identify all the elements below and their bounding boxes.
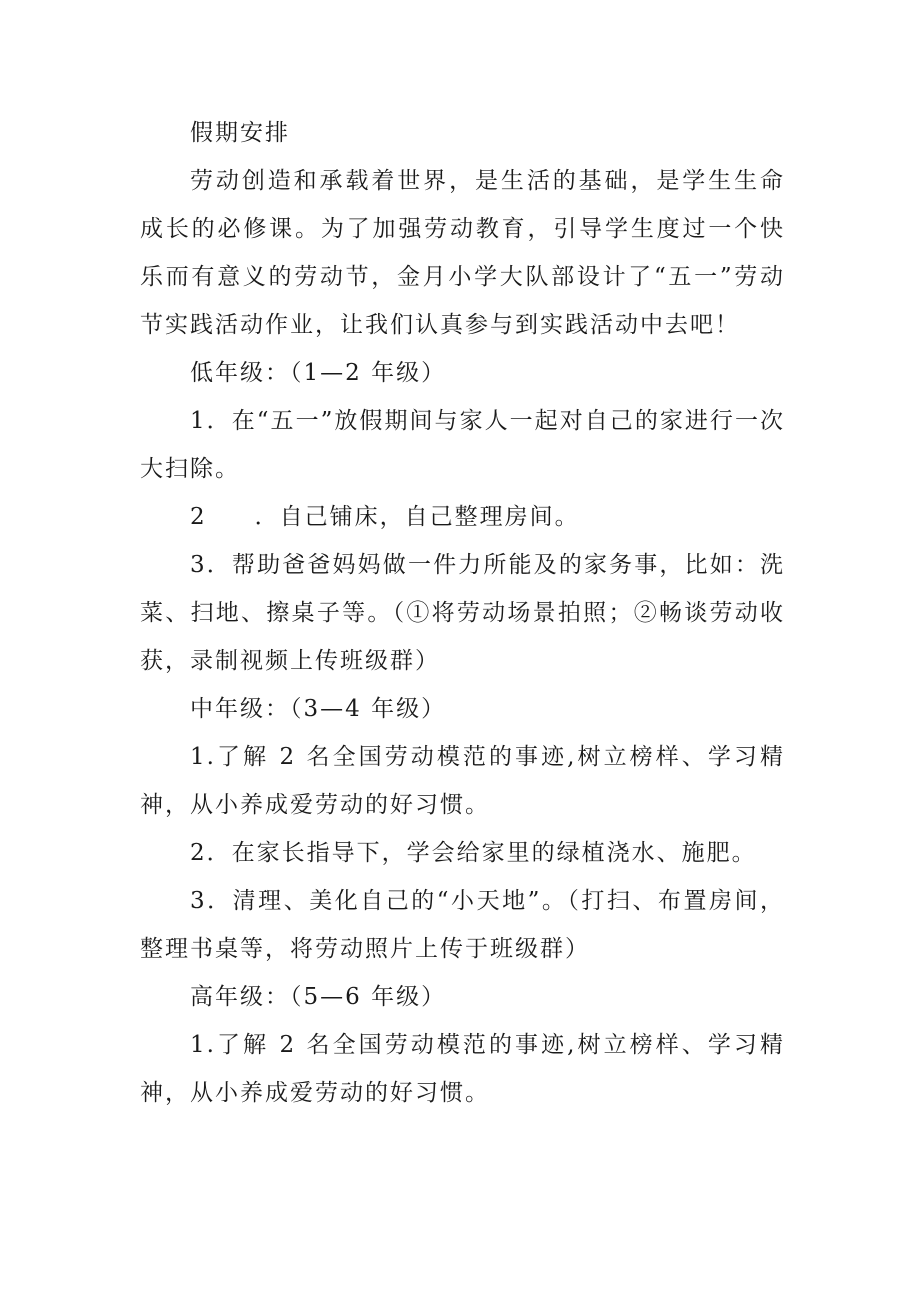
low-grade-item-2 [140,493,785,541]
low-grade-item-2-text: ．自己铺床，自己整理房间。 [254,504,580,530]
low-grade-item-1: 1．在“五一”放假期间与家人一起对自己的家进行一次大扫除。 [140,408,785,482]
low-grade-item-3: 3．帮助爸爸妈妈做一件力所能及的家务事，比如：洗菜、扫地、擦桌子等。（①将劳动场景拍照；②畅谈劳动收获，录制视频上传班级群） [140,552,785,674]
section-heading: 假期安排 [190,120,290,146]
document-body [140,109,785,1117]
intro-paragraph: 劳动创造和承载着世界，是生活的基础，是学生生命成长的必修课。为了加强劳动教育，引导学生度过一个快乐而有意义的劳动节，金月小学大队部设计了“五一”劳动节实践活动作业，让我们认真参与到实践活动中去吧！ [140,168,785,338]
high-grade-heading: 高年级：（5—6 年级） [190,984,447,1010]
mid-grade-item-1: 1.了解 2 名全国劳动模范的事迹,树立榜样、学习精神，从小养成爱劳动的好习惯。 [140,744,785,818]
mid-grade-item-3: 3．清理、美化自己的“小天地”。（打扫、布置房间，整理书桌等，将劳动照片上传于班级群） [140,888,785,962]
mid-grade-item-2: 2．在家长指导下，学会给家里的绿植浇水、施肥。 [190,840,757,866]
mid-grade-heading: 中年级：（3—4 年级） [190,696,447,722]
low-grade-item-2-number: 2 [190,504,207,530]
high-grade-item-1: 1.了解 2 名全国劳动模范的事迹,树立榜样、学习精神，从小养成爱劳动的好习惯。 [140,1032,785,1106]
low-grade-heading: 低年级：（1—2 年级） [190,360,447,386]
